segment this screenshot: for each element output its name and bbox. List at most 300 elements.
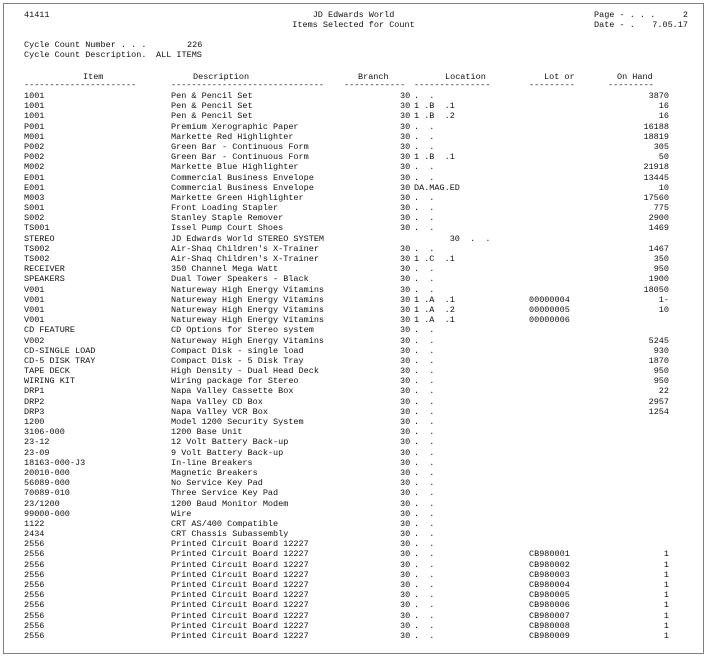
onhand-cell: 1 xyxy=(663,559,669,570)
lot-cell: CB980001 xyxy=(529,549,570,560)
column-underline-location: --------------- xyxy=(414,80,491,90)
item-cell: SPEAKERS xyxy=(24,274,65,285)
item-cell: 2556 xyxy=(24,539,45,550)
branch-cell: 30 xyxy=(400,111,411,122)
location-cell: . . xyxy=(414,437,435,448)
item-cell: 2556 xyxy=(24,610,45,621)
description-cell: CD Options for Stereo system xyxy=(171,325,314,336)
description-cell: CRT AS/400 Compatible xyxy=(171,518,279,529)
item-cell: 2556 xyxy=(24,580,45,590)
item-cell: P002 xyxy=(24,141,45,152)
table-row xyxy=(24,346,704,356)
description-cell: Printed Circuit Board 12227 xyxy=(171,559,309,570)
onhand-cell: 5245 xyxy=(648,335,669,346)
column-underline-branch: ------------ xyxy=(344,80,406,90)
location-cell: . . xyxy=(414,467,435,478)
description-cell: Printed Circuit Board 12227 xyxy=(171,620,309,631)
table-row xyxy=(24,254,704,264)
item-cell: DRP1 xyxy=(24,386,45,397)
branch-cell: 30 xyxy=(400,518,411,529)
onhand-cell: 1 xyxy=(663,600,669,611)
branch-cell: 30 xyxy=(400,427,411,438)
branch-cell: 30 xyxy=(400,366,411,377)
branch-cell: 30 xyxy=(400,539,411,550)
onhand-cell: 1469 xyxy=(648,223,669,234)
branch-cell: 30 xyxy=(400,203,411,214)
location-cell: . . xyxy=(414,396,435,407)
location-cell: . . xyxy=(414,141,435,152)
branch-cell: 30 xyxy=(400,304,411,315)
branch-cell: 30 xyxy=(400,182,411,193)
branch-cell: 30 xyxy=(400,488,411,499)
location-cell: . . xyxy=(414,355,435,366)
description-cell: Napa Valley Cassette Box xyxy=(171,386,294,397)
cycle-number-label: Cycle Count Number . . . xyxy=(24,40,147,50)
branch-cell: 30 xyxy=(400,457,411,468)
table-row xyxy=(24,427,704,437)
description-cell: Commercial Business Envelope xyxy=(171,182,314,193)
table-row xyxy=(24,203,704,213)
description-cell: Three Service Key Pad xyxy=(171,488,279,499)
description-cell: 12 Volt Battery Back-up xyxy=(171,437,289,448)
item-cell: 23-12 xyxy=(24,437,50,448)
table-row xyxy=(24,519,704,529)
location-cell: . . xyxy=(414,508,435,519)
location-cell: . . xyxy=(414,488,435,499)
table-row xyxy=(24,448,704,458)
item-cell: 2556 xyxy=(24,559,45,570)
item-cell: 2556 xyxy=(24,590,45,601)
table-row xyxy=(24,264,704,274)
onhand-cell: 2900 xyxy=(648,213,669,224)
onhand-cell: 1 xyxy=(663,610,669,621)
lot-cell: 00000004 xyxy=(529,294,570,305)
table-row xyxy=(24,295,704,305)
location-cell: 1 .A .1 xyxy=(414,315,455,326)
item-cell: 2434 xyxy=(24,529,45,540)
branch-cell: 30 xyxy=(400,254,411,264)
cycle-number-value: 226 xyxy=(187,40,203,50)
table-row xyxy=(24,631,704,641)
report-id: 41411 xyxy=(24,10,50,20)
description-cell: In-line Breakers xyxy=(171,457,253,468)
branch-cell: 30 xyxy=(400,406,411,417)
branch-cell: 30 xyxy=(400,325,411,336)
branch-cell: 30 xyxy=(400,223,411,234)
description-cell: Stanley Staple Remover xyxy=(171,213,284,224)
description-cell: 1200 Base Unit xyxy=(171,427,243,438)
table-row xyxy=(24,376,704,386)
table-row xyxy=(24,580,704,590)
table-row xyxy=(24,539,704,549)
branch-cell: 30 xyxy=(400,559,411,570)
report-page xyxy=(3,3,704,654)
location-cell: . . xyxy=(414,121,435,132)
description-cell: 350 Channel Mega Watt xyxy=(171,264,279,275)
onhand-cell: 1 xyxy=(663,580,669,590)
item-cell: 1001 xyxy=(24,91,45,101)
cycle-description-label: Cycle Count Description. xyxy=(24,50,147,60)
branch-cell: 30 xyxy=(400,101,411,112)
date-label: Date - . xyxy=(594,20,635,30)
item-cell: P002 xyxy=(24,152,45,163)
item-cell: E001 xyxy=(24,172,45,183)
description-cell: Commercial Business Envelope xyxy=(171,172,314,183)
location-cell: . . xyxy=(414,539,435,550)
location-cell: . . xyxy=(414,274,435,285)
location-cell: . . xyxy=(414,590,435,601)
location-cell: 1 .B .1 xyxy=(414,101,455,112)
table-row xyxy=(24,244,704,254)
item-cell: 2556 xyxy=(24,630,45,641)
onhand-cell: 17560 xyxy=(643,192,669,203)
column-header-description: Description xyxy=(193,72,250,82)
location-cell: 30 . . xyxy=(414,233,491,244)
lot-cell: CB980007 xyxy=(529,610,570,621)
item-cell: 1001 xyxy=(24,101,45,112)
report-title: Items Selected for Count xyxy=(292,20,415,30)
branch-cell: 30 xyxy=(400,172,411,183)
description-cell: Air-Shaq Children's X-Trainer xyxy=(171,254,319,264)
location-cell: 1 .B .1 xyxy=(414,152,455,163)
branch-cell: 30 xyxy=(400,162,411,173)
table-row xyxy=(24,336,704,346)
description-cell: Printed Circuit Board 12227 xyxy=(171,600,309,611)
branch-cell: 30 xyxy=(400,498,411,509)
branch-cell: 30 xyxy=(400,274,411,285)
location-cell: . . xyxy=(414,91,435,101)
location-cell: . . xyxy=(414,580,435,590)
location-cell: . . xyxy=(414,457,435,468)
item-cell: V001 xyxy=(24,294,45,305)
item-cell: S001 xyxy=(24,203,45,214)
onhand-cell: 1254 xyxy=(648,406,669,417)
onhand-cell: 2957 xyxy=(648,396,669,407)
location-cell: . . xyxy=(414,386,435,397)
location-cell: . . xyxy=(414,427,435,438)
table-row xyxy=(24,407,704,417)
table-row xyxy=(24,111,704,121)
description-cell: CRT Chassis Subassembly xyxy=(171,529,289,540)
location-cell: 1 .A .1 xyxy=(414,294,455,305)
onhand-cell: 1 xyxy=(663,590,669,601)
item-cell: V001 xyxy=(24,315,45,326)
location-cell: . . xyxy=(414,325,435,336)
lot-cell: CB980009 xyxy=(529,630,570,641)
branch-cell: 30 xyxy=(400,91,411,101)
location-cell: . . xyxy=(414,529,435,540)
item-cell: E001 xyxy=(24,182,45,193)
item-cell: TS002 xyxy=(24,243,50,254)
table-row xyxy=(24,570,704,580)
lot-cell: 00000006 xyxy=(529,315,570,326)
location-cell: . . xyxy=(414,366,435,377)
description-cell: Printed Circuit Board 12227 xyxy=(171,549,309,560)
onhand-cell: 16188 xyxy=(643,121,669,132)
table-row xyxy=(24,356,704,366)
location-cell: . . xyxy=(414,345,435,356)
lot-cell: 00000005 xyxy=(529,304,570,315)
table-row xyxy=(24,509,704,519)
table-row xyxy=(24,590,704,600)
table-row xyxy=(24,213,704,223)
table-row xyxy=(24,274,704,284)
location-cell: 1 .C .1 xyxy=(414,254,455,264)
lot-cell: CB980003 xyxy=(529,569,570,580)
table-row xyxy=(24,101,704,111)
location-cell: . . xyxy=(414,478,435,489)
item-cell: V002 xyxy=(24,335,45,346)
description-cell: Issel Pump Court Shoes xyxy=(171,223,284,234)
description-cell: Natureway High Energy Vitamins xyxy=(171,284,325,295)
location-cell: . . xyxy=(414,264,435,275)
location-cell: . . xyxy=(414,549,435,560)
page-number: 2 xyxy=(682,10,688,20)
branch-cell: 30 xyxy=(400,437,411,448)
description-cell: 9 Volt Battery Back-up xyxy=(171,447,284,458)
description-cell: Pen & Pencil Set xyxy=(171,101,253,112)
onhand-cell: 950 xyxy=(653,376,669,387)
item-cell: 1200 xyxy=(24,417,45,427)
location-cell: . . xyxy=(414,630,435,641)
item-cell: V001 xyxy=(24,304,45,315)
item-cell: TS002 xyxy=(24,254,50,264)
location-cell: . . xyxy=(414,600,435,611)
description-cell: Compact Disk - single load xyxy=(171,345,304,356)
onhand-cell: 13445 xyxy=(643,172,669,183)
branch-cell: 30 xyxy=(400,467,411,478)
onhand-cell: 950 xyxy=(653,264,669,275)
column-underline-item: ---------------------- xyxy=(24,80,137,90)
location-cell: . . xyxy=(414,162,435,173)
location-cell: . . xyxy=(414,620,435,631)
onhand-cell: 1 xyxy=(663,630,669,641)
description-cell: Wiring package for Stereo xyxy=(171,376,299,387)
onhand-cell: 775 xyxy=(653,203,669,214)
branch-cell: 30 xyxy=(400,294,411,305)
description-cell: Model 1200 Security System xyxy=(171,417,304,427)
branch-cell: 30 xyxy=(400,315,411,326)
description-cell: Printed Circuit Board 12227 xyxy=(171,590,309,601)
item-cell: 23-09 xyxy=(24,447,50,458)
branch-cell: 30 xyxy=(400,580,411,590)
table-row xyxy=(24,285,704,295)
table-row xyxy=(24,611,704,621)
location-cell: . . xyxy=(414,376,435,387)
branch-cell: 30 xyxy=(400,549,411,560)
branch-cell: 30 xyxy=(400,529,411,540)
onhand-cell: 1467 xyxy=(648,243,669,254)
item-cell: CD FEATURE xyxy=(24,325,76,336)
item-cell: RECEIVER xyxy=(24,264,65,275)
branch-cell: 30 xyxy=(400,355,411,366)
location-cell: . . xyxy=(414,223,435,234)
onhand-cell: 1 xyxy=(663,620,669,631)
company-name: JD Edwards World xyxy=(312,10,395,20)
cycle-description-value: ALL ITEMS xyxy=(156,50,202,60)
branch-cell: 30 xyxy=(400,121,411,132)
branch-cell: 30 xyxy=(400,630,411,641)
table-row xyxy=(24,305,704,315)
item-cell: DRP2 xyxy=(24,396,45,407)
onhand-cell: 1 xyxy=(663,569,669,580)
branch-cell: 30 xyxy=(400,152,411,163)
location-cell: . . xyxy=(414,518,435,529)
table-row xyxy=(24,397,704,407)
item-cell: 20010-000 xyxy=(24,467,70,478)
item-cell: 70089-010 xyxy=(24,488,70,499)
description-cell: Green Bar - Continuous Form xyxy=(171,152,309,163)
column-header-item: Item xyxy=(83,72,104,82)
lot-cell: CB980006 xyxy=(529,600,570,611)
location-cell: . . xyxy=(414,447,435,458)
table-row xyxy=(24,386,704,396)
branch-cell: 30 xyxy=(400,243,411,254)
description-cell: 1200 Baud Monitor Modem xyxy=(171,498,289,509)
table-row xyxy=(24,621,704,631)
branch-cell: 30 xyxy=(400,141,411,152)
description-cell: Green Bar - Continuous Form xyxy=(171,141,309,152)
item-cell: 2556 xyxy=(24,600,45,611)
onhand-cell: 1- xyxy=(658,294,669,305)
item-cell: 18163-000-J3 xyxy=(24,457,86,468)
description-cell: Wire xyxy=(171,508,192,519)
description-cell: Natureway High Energy Vitamins xyxy=(171,335,325,346)
item-cell: V001 xyxy=(24,284,45,295)
table-row xyxy=(24,478,704,488)
onhand-cell: 3870 xyxy=(648,91,669,101)
description-cell: Premium Xerographic Paper xyxy=(171,121,299,132)
location-cell: . . xyxy=(414,335,435,346)
table-row xyxy=(24,162,704,172)
item-cell: 1001 xyxy=(24,111,45,122)
location-cell: . . xyxy=(414,559,435,570)
branch-cell: 30 xyxy=(400,600,411,611)
table-row xyxy=(24,549,704,559)
branch-cell: 30 xyxy=(400,569,411,580)
location-cell: . . xyxy=(414,498,435,509)
branch-cell: 30 xyxy=(400,396,411,407)
item-cell: 1122 xyxy=(24,518,45,529)
branch-cell: 30 xyxy=(400,335,411,346)
page-label: Page - . . . xyxy=(594,10,656,20)
description-cell: No Service Key Pad xyxy=(171,478,263,489)
location-cell: . . xyxy=(414,203,435,214)
branch-cell: 30 xyxy=(400,192,411,203)
item-cell: 3106-000 xyxy=(24,427,65,438)
report-rows xyxy=(24,91,704,641)
branch-cell: 30 xyxy=(400,386,411,397)
item-cell: M003 xyxy=(24,192,45,203)
branch-cell: 30 xyxy=(400,590,411,601)
branch-cell: 30 xyxy=(400,610,411,621)
column-underline-description: ------------------------------ xyxy=(171,80,325,90)
onhand-cell: 950 xyxy=(653,366,669,377)
column-header-branch: Branch xyxy=(358,72,389,82)
branch-cell: 30 xyxy=(400,284,411,295)
table-row xyxy=(24,234,704,244)
item-cell: DRP3 xyxy=(24,406,45,417)
onhand-cell: 21918 xyxy=(643,162,669,173)
lot-cell: CB980002 xyxy=(529,559,570,570)
location-cell: . . xyxy=(414,192,435,203)
table-row xyxy=(24,437,704,447)
table-row xyxy=(24,193,704,203)
table-row xyxy=(24,468,704,478)
item-cell: TAPE DECK xyxy=(24,366,70,377)
description-cell: Air-Shaq Children's X-Trainer xyxy=(171,243,319,254)
item-cell: CD-SINGLE LOAD xyxy=(24,345,96,356)
description-cell: Napa Valley VCR Box xyxy=(171,406,268,417)
description-cell: Pen & Pencil Set xyxy=(171,111,253,122)
onhand-cell: 18050 xyxy=(643,284,669,295)
description-cell: Printed Circuit Board 12227 xyxy=(171,569,309,580)
item-cell: CD-5 DISK TRAY xyxy=(24,355,96,366)
onhand-cell: 22 xyxy=(658,386,669,397)
onhand-cell: 10 xyxy=(658,182,669,193)
column-underline-lot: --------- xyxy=(529,80,575,90)
table-row xyxy=(24,142,704,152)
description-cell: Markette Red Highlighter xyxy=(171,131,294,142)
table-row xyxy=(24,325,704,335)
description-cell: Dual Tower Speakers - Black xyxy=(171,274,309,285)
branch-cell: 30 xyxy=(400,264,411,275)
location-cell: DA.MAG.ED xyxy=(414,182,460,193)
description-cell: Printed Circuit Board 12227 xyxy=(171,580,309,590)
branch-cell: 30 xyxy=(400,131,411,142)
branch-cell: 30 xyxy=(400,478,411,489)
description-cell: High Density - Dual Head Deck xyxy=(171,366,319,377)
item-cell: S002 xyxy=(24,213,45,224)
table-row xyxy=(24,499,704,509)
branch-cell: 30 xyxy=(400,508,411,519)
column-header-lot: Lot or xyxy=(544,72,575,82)
location-cell: . . xyxy=(414,172,435,183)
branch-cell: 30 xyxy=(400,620,411,631)
table-row xyxy=(24,458,704,468)
table-row xyxy=(24,529,704,539)
location-cell: . . xyxy=(414,243,435,254)
branch-cell: 30 xyxy=(400,345,411,356)
onhand-cell: 18819 xyxy=(643,131,669,142)
description-cell: Napa Valley CD Box xyxy=(171,396,263,407)
onhand-cell: 1 xyxy=(663,549,669,560)
branch-cell: 30 xyxy=(400,417,411,427)
onhand-cell: 16 xyxy=(658,101,669,112)
table-row xyxy=(24,315,704,325)
onhand-cell: 50 xyxy=(658,152,669,163)
description-cell: Magnetic Breakers xyxy=(171,467,258,478)
description-cell: Pen & Pencil Set xyxy=(171,91,253,101)
onhand-cell: 16 xyxy=(658,111,669,122)
table-row xyxy=(24,152,704,162)
table-row xyxy=(24,132,704,142)
description-cell: Natureway High Energy Vitamins xyxy=(171,294,325,305)
location-cell: . . xyxy=(414,569,435,580)
onhand-cell: 305 xyxy=(653,141,669,152)
branch-cell: 30 xyxy=(400,376,411,387)
table-row xyxy=(24,91,704,101)
description-cell: Markette Blue Highlighter xyxy=(171,162,299,173)
location-cell: . . xyxy=(414,131,435,142)
location-cell: . . xyxy=(414,610,435,621)
item-cell: 2556 xyxy=(24,620,45,631)
table-row xyxy=(24,183,704,193)
description-cell: Markette Green Highlighter xyxy=(171,192,304,203)
onhand-cell: 1900 xyxy=(648,274,669,285)
location-cell: . . xyxy=(414,284,435,295)
location-cell: . . xyxy=(414,417,435,427)
